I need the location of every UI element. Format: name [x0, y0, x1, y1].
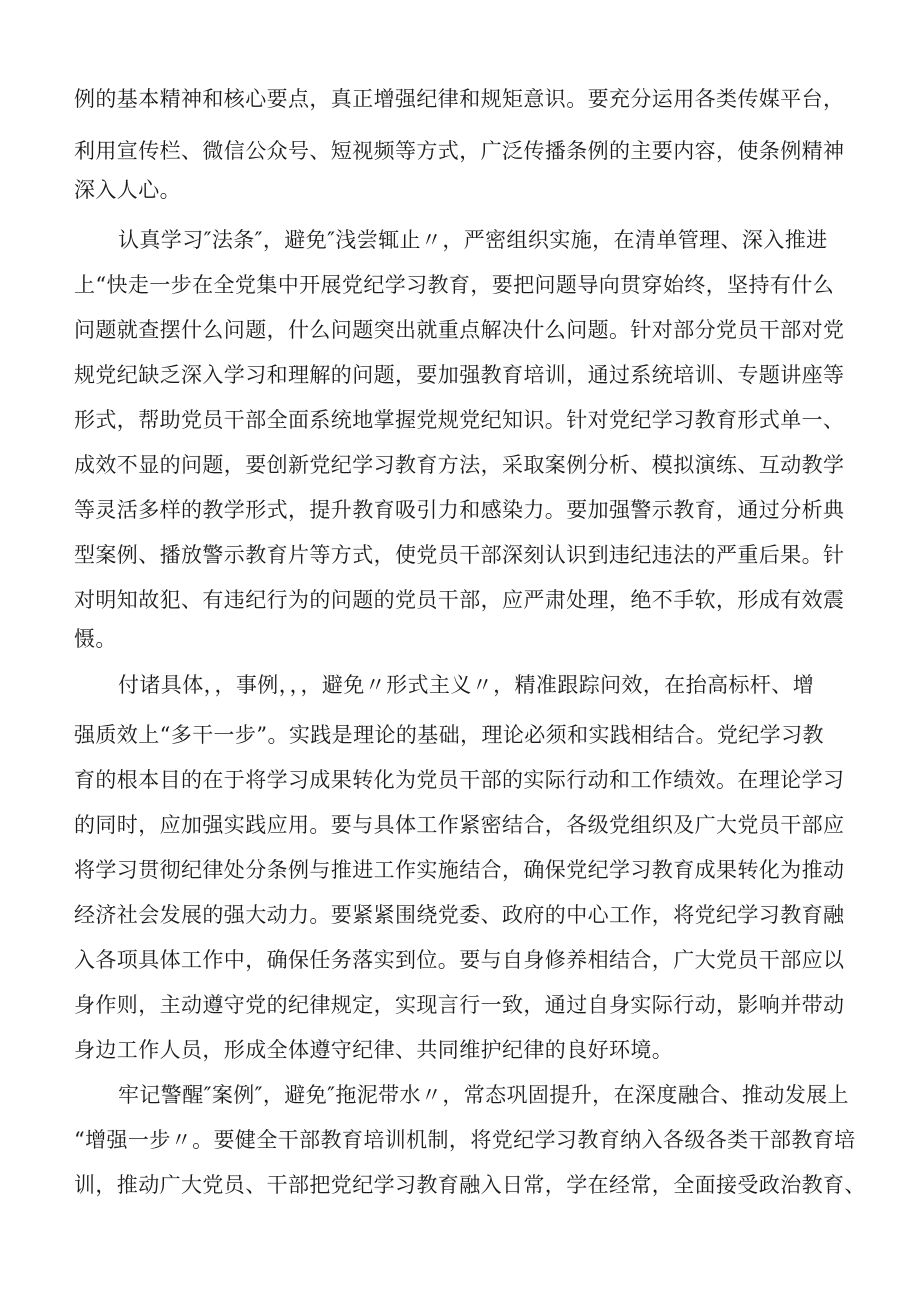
text-line: 型案例、播放警示教育片等方式，使党员干部深刻认识到违纪违法的严重后果。针: [74, 543, 845, 567]
text-line: 例的基本精神和核心要点，真正增强纪律和规矩意识。要充分运用各类传媒平台，: [74, 87, 845, 111]
text-line: 上“快走一步在全党集中开展党纪学习教育，要把问题导向贯穿始终，坚持有什么: [74, 273, 835, 297]
text-line: 入各项具体工作中，确保任务落实到位。要与自身修养相结合，广大党员干部应以: [74, 948, 845, 972]
text-line: 育的根本目的在于将学习成果转化为党员干部的实际行动和工作绩效。在理论学习: [74, 768, 845, 792]
text-line: “增强一步〃。要健全干部教育培训机制，将党纪学习教育纳入各级各类干部教育培: [74, 1128, 856, 1152]
text-line: 利用宣传栏、微信公众号、短视频等方式，广泛传播条例的主要内容，使条例精神: [74, 139, 845, 163]
text-line: 将学习贯彻纪律处分条例与推进工作实施结合，确保党纪学习教育成果转化为推动: [74, 858, 845, 882]
text-line: 规党纪缺乏深入学习和理解的问题，要加强教育培训，通过系统培训、专题讲座等: [74, 363, 845, 387]
text-line: 身边工作人员，形成全体遵守纪律、共同维护纪律的良好环境。: [74, 1038, 674, 1062]
text-line: 经济社会发展的强大动力。要紧紧围绕党委、政府的中心工作，将党纪学习教育融: [74, 903, 845, 927]
text-line: 的同时，应加强实践应用。要与具体工作紧密结合，各级党组织及广大党员干部应: [74, 813, 845, 837]
text-line: 深入人心。: [74, 178, 181, 202]
paragraph-start: 认真学习″法条″，避免″浅尝辄止〃，严密组织实施，在清单管理、深入推进: [118, 228, 828, 252]
paragraph-start: 牢记警醒″案例″，避免″拖泥带水〃，常态巩固提升，在深度融合、推动发展上: [118, 1083, 849, 1107]
text-line: 训，推动广大党员、干部把党纪学习教育融入日常，学在经常，全面接受政治教育、: [74, 1173, 866, 1197]
text-line: 形式，帮助党员干部全面系统地掌握党规党纪知识。针对党纪学习教育形式单一、: [74, 408, 845, 432]
text-line: 慑。: [74, 627, 117, 651]
text-line: 对明知故犯、有违纪行为的问题的党员干部，应严肃处理，绝不手软，形成有效震: [74, 588, 845, 612]
text-line: 等灵活多样的教学形式，提升教育吸引力和感染力。要加强警示教育，通过分析典: [74, 498, 845, 522]
text-line: 成效不显的问题，要创新党纪学习教育方法，采取案例分析、模拟演练、互动教学: [74, 453, 845, 477]
text-line: 身作则，主动遵守党的纪律规定，实现言行一致，通过自身实际行动，影响并带动: [74, 993, 845, 1017]
paragraph-start: 付诸具体，，事例，，，避免〃形式主义〃，精准跟踪问效，在抬高标杆、增: [118, 673, 815, 697]
text-line: 问题就查摆什么问题，什么问题突出就重点解决什么问题。针对部分党员干部对党: [74, 318, 845, 342]
text-line: 强质效上“多干一步”。实践是理论的基础，理论必须和实践相结合。党纪学习教: [74, 723, 824, 747]
